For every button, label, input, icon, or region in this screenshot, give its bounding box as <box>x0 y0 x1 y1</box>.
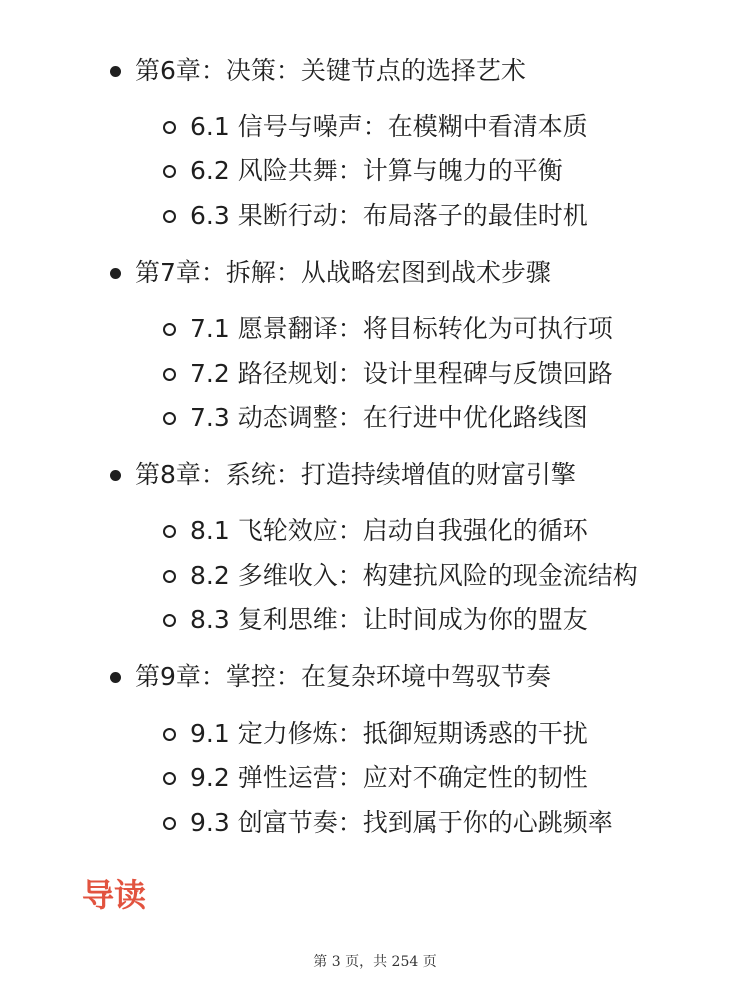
filled-bullet-icon <box>110 470 121 481</box>
toc-section-9-3 <box>163 803 613 843</box>
toc-section-6-1 <box>163 107 588 147</box>
hollow-bullet-icon <box>163 817 176 830</box>
hollow-bullet-icon <box>163 772 176 785</box>
hollow-bullet-icon <box>163 570 176 583</box>
toc-chapter-6 <box>110 51 526 91</box>
hollow-bullet-icon <box>163 121 176 134</box>
toc-section-8-3 <box>163 600 588 640</box>
section-title: 9.3 创富节奏：找到属于你的心跳频率 <box>190 808 613 837</box>
toc-section-9-2 <box>163 758 588 798</box>
chapter-title: 第8章：系统：打造持续增值的财富引擎 <box>135 460 576 489</box>
toc-chapter-8 <box>110 455 576 495</box>
section-title: 9.1 定力修炼：抵御短期诱惑的干扰 <box>190 719 588 748</box>
hollow-bullet-icon <box>163 728 176 741</box>
filled-bullet-icon <box>110 672 121 683</box>
toc-section-8-2 <box>163 556 638 596</box>
section-heading: 导读 <box>82 876 147 914</box>
filled-bullet-icon <box>110 268 121 279</box>
chapter-title: 第6章：决策：关键节点的选择艺术 <box>135 56 526 85</box>
section-title: 6.3 果断行动：布局落子的最佳时机 <box>190 201 588 230</box>
chapter-title: 第9章：掌控：在复杂环境中驾驭节奏 <box>135 662 551 691</box>
hollow-bullet-icon <box>163 368 176 381</box>
section-title: 7.2 路径规划：设计里程碑与反馈回路 <box>190 359 613 388</box>
toc-chapter-7 <box>110 253 551 293</box>
hollow-bullet-icon <box>163 165 176 178</box>
toc-section-7-2 <box>163 354 613 394</box>
filled-bullet-icon <box>110 66 121 77</box>
toc-section-6-2 <box>163 151 563 191</box>
section-title: 6.2 风险共舞：计算与魄力的平衡 <box>190 156 563 185</box>
toc-section-6-3 <box>163 196 588 236</box>
toc-section-7-3 <box>163 398 588 438</box>
section-title: 8.3 复利思维：让时间成为你的盟友 <box>190 605 588 634</box>
hollow-bullet-icon <box>163 614 176 627</box>
hollow-bullet-icon <box>163 210 176 223</box>
section-title: 7.1 愿景翻译：将目标转化为可执行项 <box>190 314 613 343</box>
toc-chapter-9 <box>110 657 551 697</box>
page-number-footer: 第 3 页，共 254 页 <box>313 954 437 970</box>
section-title: 6.1 信号与噪声：在模糊中看清本质 <box>190 112 588 141</box>
section-title: 8.1 飞轮效应：启动自我强化的循环 <box>190 516 588 545</box>
chapter-title: 第7章：拆解：从战略宏图到战术步骤 <box>135 258 551 287</box>
hollow-bullet-icon <box>163 323 176 336</box>
section-title: 7.3 动态调整：在行进中优化路线图 <box>190 403 588 432</box>
hollow-bullet-icon <box>163 412 176 425</box>
hollow-bullet-icon <box>163 525 176 538</box>
toc-section-7-1 <box>163 309 613 349</box>
toc-section-9-1 <box>163 714 588 754</box>
section-title: 9.2 弹性运营：应对不确定性的韧性 <box>190 763 588 792</box>
toc-section-8-1 <box>163 511 588 551</box>
section-title: 8.2 多维收入：构建抗风险的现金流结构 <box>190 561 638 590</box>
